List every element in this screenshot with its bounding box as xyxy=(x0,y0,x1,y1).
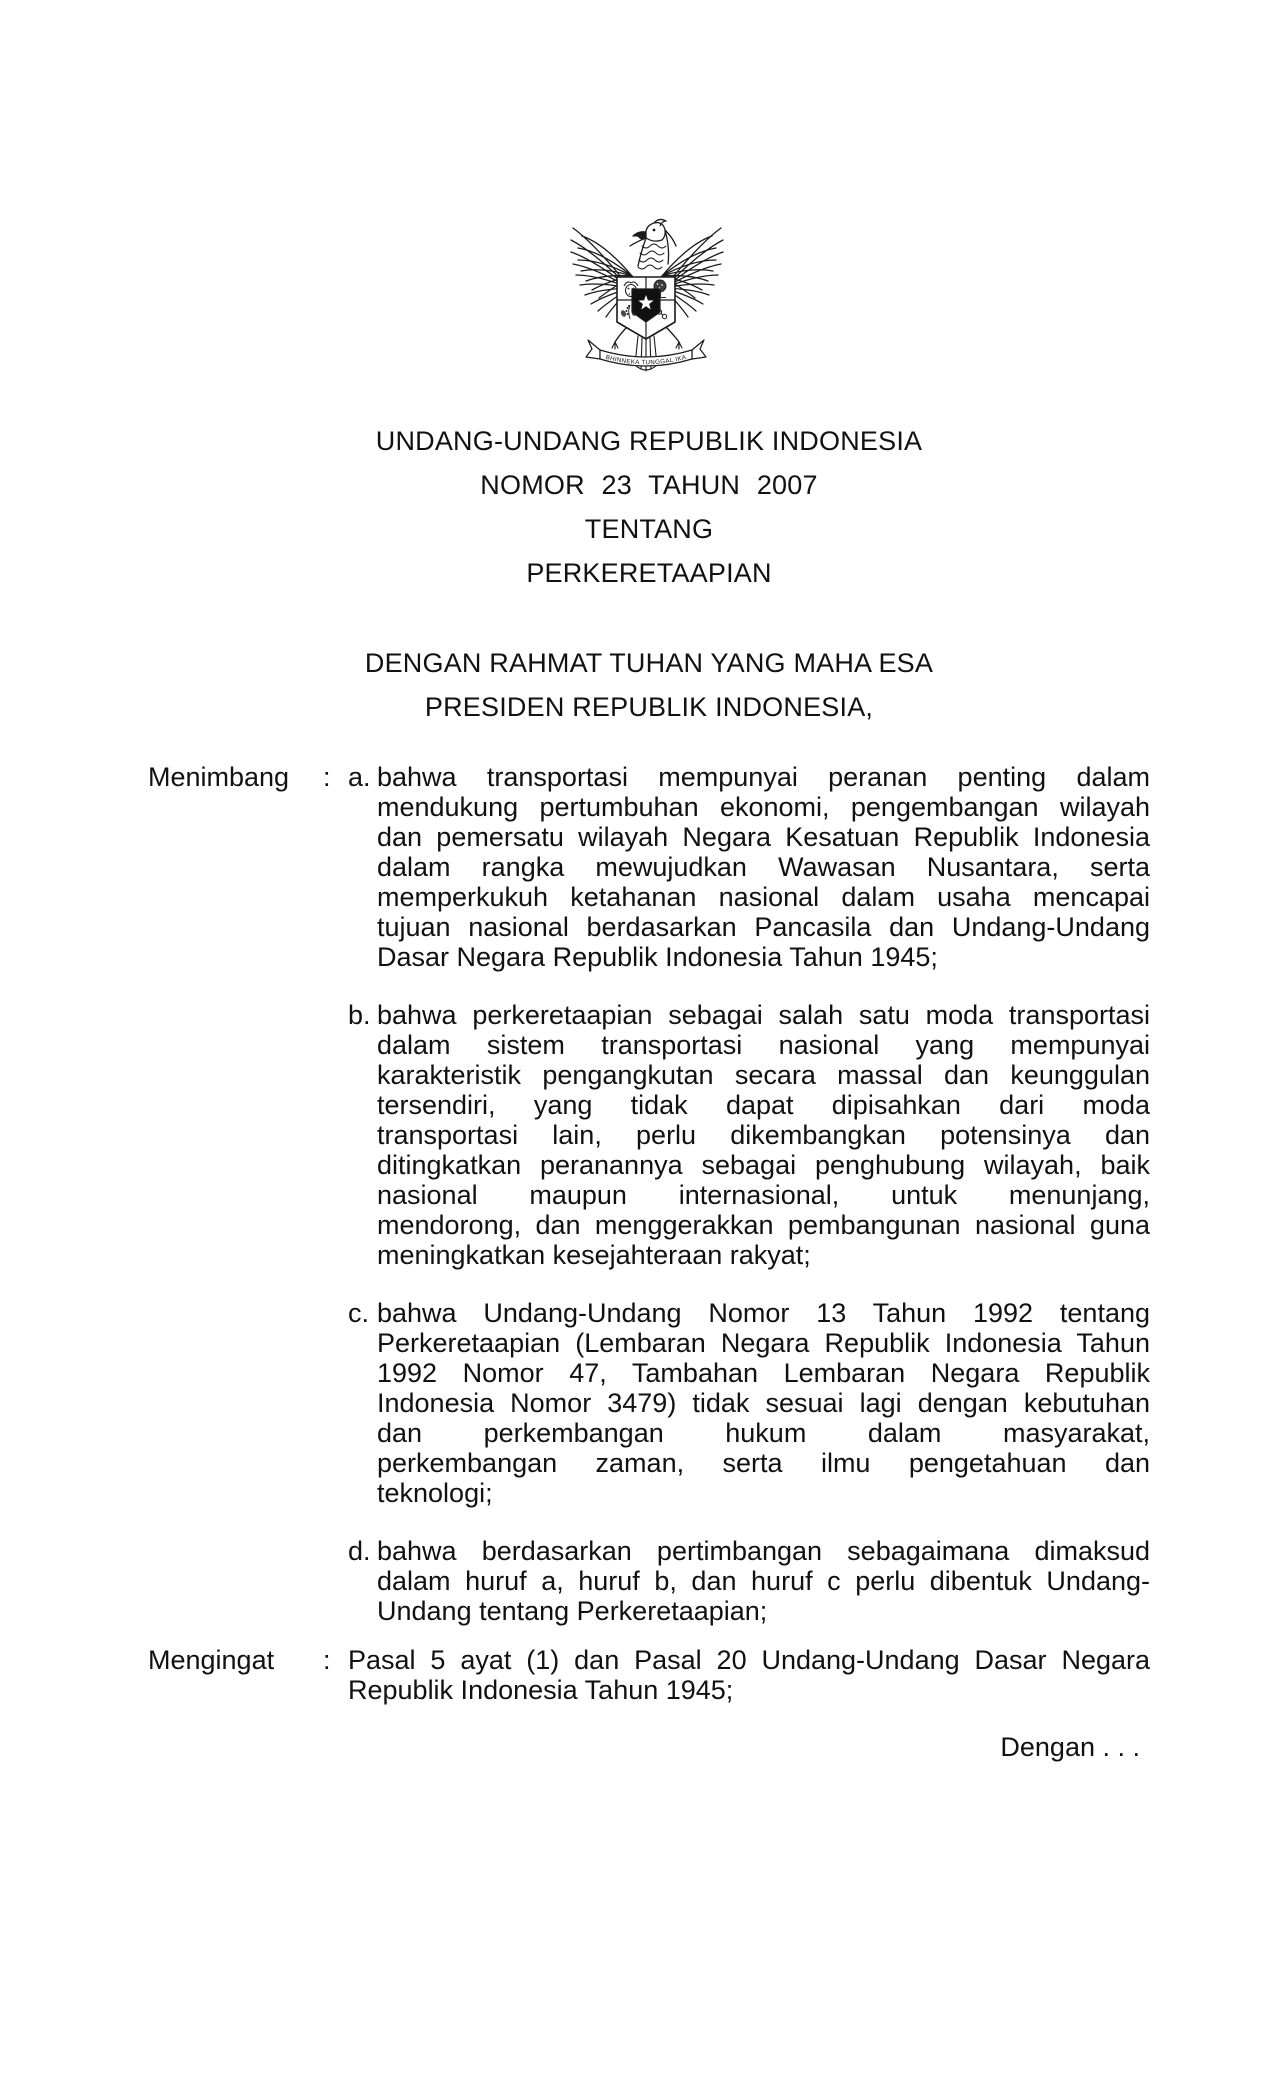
consideration-line: dalam sistem transportasi nasional yang mempunyai xyxy=(377,1030,1150,1060)
legal-basis-separator: : xyxy=(323,1645,331,1675)
garuda-pancasila-emblem xyxy=(570,218,725,378)
consideration-item-marker: d. xyxy=(348,1536,371,1566)
catchword: Dengan . . . xyxy=(1000,1732,1140,1762)
consideration-line: bahwa Undang-Undang Nomor 13 Tahun 1992 tentang xyxy=(377,1298,1150,1328)
consideration-line: dalam huruf a, huruf b, dan huruf c perlu dibentuk Undang- xyxy=(377,1566,1150,1596)
legal-basis-line: Pasal 5 ayat (1) dan Pasal 20 Undang-Undang Dasar Negara xyxy=(348,1645,1150,1675)
consideration-item xyxy=(348,1000,1150,1270)
document-body xyxy=(148,762,1150,1762)
consideration-item-text xyxy=(377,762,1150,972)
considerations-items xyxy=(348,762,1150,1626)
consideration-line: nasional maupun internasional, untuk menunjang, xyxy=(377,1180,1150,1210)
consideration-item xyxy=(348,1298,1150,1508)
consideration-line: Dasar Negara Republik Indonesia Tahun 1945; xyxy=(377,942,938,972)
title-block xyxy=(148,419,1150,595)
consideration-line: Perkeretaapian (Lembaran Negara Republik Indonesia Tahun xyxy=(377,1328,1150,1358)
consideration-item-marker: a. xyxy=(348,762,371,792)
preamble xyxy=(148,641,1150,729)
consideration-item xyxy=(348,1536,1150,1626)
legal-basis-lines xyxy=(348,1645,1150,1705)
consideration-item-text xyxy=(377,1000,1150,1270)
consideration-line: dalam rangka mewujudkan Wawasan Nusantara, serta xyxy=(377,852,1150,882)
consideration-item-text xyxy=(377,1298,1150,1508)
consideration-line: meningkatkan kesejahteraan rakyat; xyxy=(377,1240,811,1270)
consideration-line: transportasi lain, perlu dikembangkan potensinya dan xyxy=(377,1120,1150,1150)
consideration-line: tujuan nasional berdasarkan Pancasila dan Undang-Undang xyxy=(377,912,1150,942)
consideration-item-marker: c. xyxy=(348,1298,370,1328)
title-line-4: PERKERETAAPIAN xyxy=(526,558,772,588)
considerations-separator: : xyxy=(323,762,331,792)
consideration-line: karakteristik pengangkutan secara massal dan keunggulan xyxy=(377,1060,1150,1090)
consideration-line: dan pemersatu wilayah Negara Kesatuan Republik Indonesia xyxy=(377,822,1150,852)
consideration-item-text xyxy=(377,1536,1150,1626)
consideration-item-marker: b. xyxy=(348,1000,371,1030)
consideration-line: teknologi; xyxy=(377,1478,493,1508)
consideration-line: bahwa transportasi mempunyai peranan penting dalam xyxy=(377,762,1150,792)
consideration-item xyxy=(348,762,1150,972)
consideration-line: memperkukuh ketahanan nasional dalam usaha mencapai xyxy=(377,882,1150,912)
consideration-line: mendorong, dan menggerakkan pembangunan nasional guna xyxy=(377,1210,1150,1240)
consideration-line: Undang tentang Perkeretaapian; xyxy=(377,1596,768,1626)
consideration-line: 1992 Nomor 47, Tambahan Lembaran Negara Republik xyxy=(377,1358,1150,1388)
consideration-line: bahwa berdasarkan pertimbangan sebagaimana dimaksud xyxy=(377,1536,1150,1566)
consideration-line: ditingkatkan peranannya sebagai penghubung wilayah, baik xyxy=(377,1150,1150,1180)
title-line-3: TENTANG xyxy=(584,514,714,544)
consideration-line: tersendiri, yang tidak dapat dipisahkan dari moda xyxy=(377,1090,1150,1120)
consideration-line: dan perkembangan hukum dalam masyarakat, xyxy=(377,1418,1150,1448)
invocation-line: DENGAN RAHMAT TUHAN YANG MAHA ESA xyxy=(364,648,934,678)
consideration-line: bahwa perkeretaapian sebagai salah satu moda transportasi xyxy=(377,1000,1150,1030)
consideration-line: mendukung pertumbuhan ekonomi, pengembangan wilayah xyxy=(377,792,1150,822)
garuda-pancasila-icon xyxy=(570,218,725,378)
legal-basis-section xyxy=(148,1645,1150,1705)
considerations-label: Menimbang xyxy=(148,762,290,792)
title-line-1: UNDANG-UNDANG REPUBLIK INDONESIA xyxy=(375,426,923,456)
authority-line: PRESIDEN REPUBLIK INDONESIA, xyxy=(424,692,874,722)
title-line-2: NOMOR 23 TAHUN 2007 xyxy=(480,470,818,500)
consideration-line: perkembangan zaman, serta ilmu pengetahuan dan xyxy=(377,1448,1150,1478)
considerations-section xyxy=(148,762,1150,1626)
consideration-line: Indonesia Nomor 3479) tidak sesuai lagi dengan kebutuhan xyxy=(377,1388,1150,1418)
legal-basis-line: Republik Indonesia Tahun 1945; xyxy=(348,1675,734,1705)
legal-basis-label: Mengingat xyxy=(148,1645,275,1675)
emblem-banner-text: BHINNEKA TUNGGAL IKA xyxy=(604,353,688,367)
